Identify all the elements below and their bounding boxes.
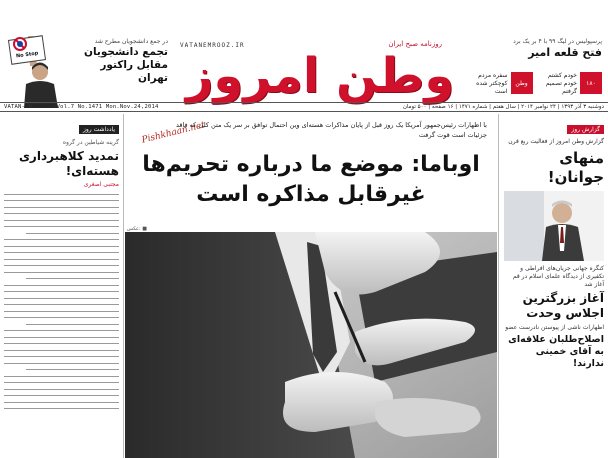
body-text-line xyxy=(26,233,119,234)
right-story-2-kicker: کنگره جهانی جریان‌های افراطی و تکفیری از دیدگاه علمای اسلام در قم آغاز شد xyxy=(512,265,604,288)
body-text-line xyxy=(4,304,119,305)
body-text-line xyxy=(4,239,119,240)
body-text-line xyxy=(4,285,119,286)
right-promo-kicker: پرسپولیس در لیگ ۹۹ با ۴ بر یک برد xyxy=(513,38,602,45)
body-text-line xyxy=(4,408,119,409)
body-text-line xyxy=(4,382,119,383)
right-promo[interactable] xyxy=(466,38,602,60)
right-headline-2[interactable]: آغاز بزرگترین اجلاس وحدت xyxy=(522,291,604,320)
right-photo[interactable] xyxy=(504,191,604,261)
main-photo[interactable] xyxy=(125,232,497,458)
mini-badge-2: وطن xyxy=(511,72,533,94)
left-promo-headline-2: مقابل راکتور تهران xyxy=(100,59,168,84)
body-text-line xyxy=(4,311,119,312)
body-text-line xyxy=(4,220,119,221)
logo-block[interactable] xyxy=(170,36,470,104)
body-text-line xyxy=(26,278,119,279)
dateline xyxy=(0,102,608,112)
body-text-line xyxy=(4,252,119,253)
left-promo-kicker: در جمع دانشجویان مطرح شد xyxy=(94,38,168,45)
protest-photo xyxy=(6,30,70,108)
body-text-line xyxy=(4,343,119,344)
watermark: Pishkhaan.net xyxy=(140,120,206,146)
right-headline-3[interactable]: اصلاح‌طلبان علاقه‌ای به آقای خمینی ندارند! xyxy=(508,334,604,369)
masthead xyxy=(0,0,608,112)
dateline-english: VATAN-E EMROOZ Vol.7 No.1471 Mon.Nov.24,2014 xyxy=(4,104,159,110)
left-section-tab[interactable]: یادداشت روز xyxy=(79,125,119,134)
left-promo-headline-1: تجمع دانشجویان xyxy=(84,46,168,58)
left-kicker: گرینه شیاطین در گروه xyxy=(62,139,119,146)
body-text-line xyxy=(4,337,119,338)
body-text-line xyxy=(4,376,119,377)
mini-item-1[interactable]: خودم کشتم خودم تصمیم گرفتم xyxy=(545,72,577,95)
right-section-tab[interactable]: گزارش روز xyxy=(567,125,604,134)
body-text-line xyxy=(4,213,119,214)
tagline: روزنامه صبح ایران xyxy=(388,40,442,48)
main-headline-line-1: اوباما: موضع ما درباره تحریم‌ها xyxy=(142,152,480,177)
mini-bar xyxy=(466,72,602,98)
site-url: VATANEMROOZ.IR xyxy=(180,42,245,49)
right-note: گزارش وطن امروز از فعالیت ربع قرن xyxy=(508,138,604,145)
body-text-line xyxy=(4,317,119,318)
body-text-line xyxy=(4,207,119,208)
body-text-line xyxy=(4,402,119,403)
body-text-line xyxy=(4,363,119,364)
body-text-line xyxy=(4,272,119,273)
body-text-line xyxy=(4,291,119,292)
main-headline-line-2: غیرقابل مذاکره است xyxy=(196,182,426,207)
body-text-line xyxy=(4,194,119,195)
body-text-line xyxy=(4,389,119,390)
body-text-line xyxy=(4,226,119,227)
body-text-line xyxy=(4,330,119,331)
photo-credit: عکس: ■ xyxy=(126,226,147,232)
left-promo[interactable] xyxy=(68,38,168,85)
right-promo-headline: فتح قلعه امیر xyxy=(528,46,602,59)
right-column xyxy=(498,114,608,458)
body-text-line xyxy=(4,200,119,201)
body-text-line xyxy=(4,259,119,260)
body-text-line xyxy=(4,298,119,299)
protest-sign-text: No Stop xyxy=(15,50,39,60)
main-deck: با اظهارات رئیس‌جمهور آمریکا یک روز قبل از پایان مذاکرات هسته‌ای وین احتمال توافق بر سر یک متن کلی که فاقد جزئیات است قوت گرفت xyxy=(176,121,487,139)
body-text-line xyxy=(26,369,119,370)
left-headline[interactable]: تمدید کلاهبرداری هسته‌ای! xyxy=(18,149,119,178)
newspaper-logo: وطن امروز xyxy=(185,48,455,104)
body-text-line xyxy=(4,350,119,351)
body-text-line xyxy=(4,265,119,266)
left-column xyxy=(0,114,124,458)
left-body-text xyxy=(4,194,119,410)
body-text-line xyxy=(4,246,119,247)
mini-badge-1: ۱۸۰ xyxy=(580,72,602,94)
body-text-line xyxy=(26,324,119,325)
main-story xyxy=(125,114,497,458)
right-headline-1[interactable]: منهای جوانان! xyxy=(547,149,604,186)
body-text-line xyxy=(4,395,119,396)
body-text-line xyxy=(4,356,119,357)
mini-item-2[interactable]: سفره مردم کوچکتر شده است xyxy=(476,72,508,95)
right-story-3-kicker: اظهارات ناشی از پیوستن نادرست عضو xyxy=(505,324,604,331)
dateline-persian: دوشنبه ۳ آذر ۱۳۹۳ | ۲۴ نوامبر ۲۰۱۴ | سال هفتم | شماره ۱۴۷۱ | ۱۶ صفحه | ۵۰۰ تومان xyxy=(402,104,604,110)
left-author: مجتبی اصغری xyxy=(83,181,119,188)
main-headline[interactable] xyxy=(125,150,497,210)
